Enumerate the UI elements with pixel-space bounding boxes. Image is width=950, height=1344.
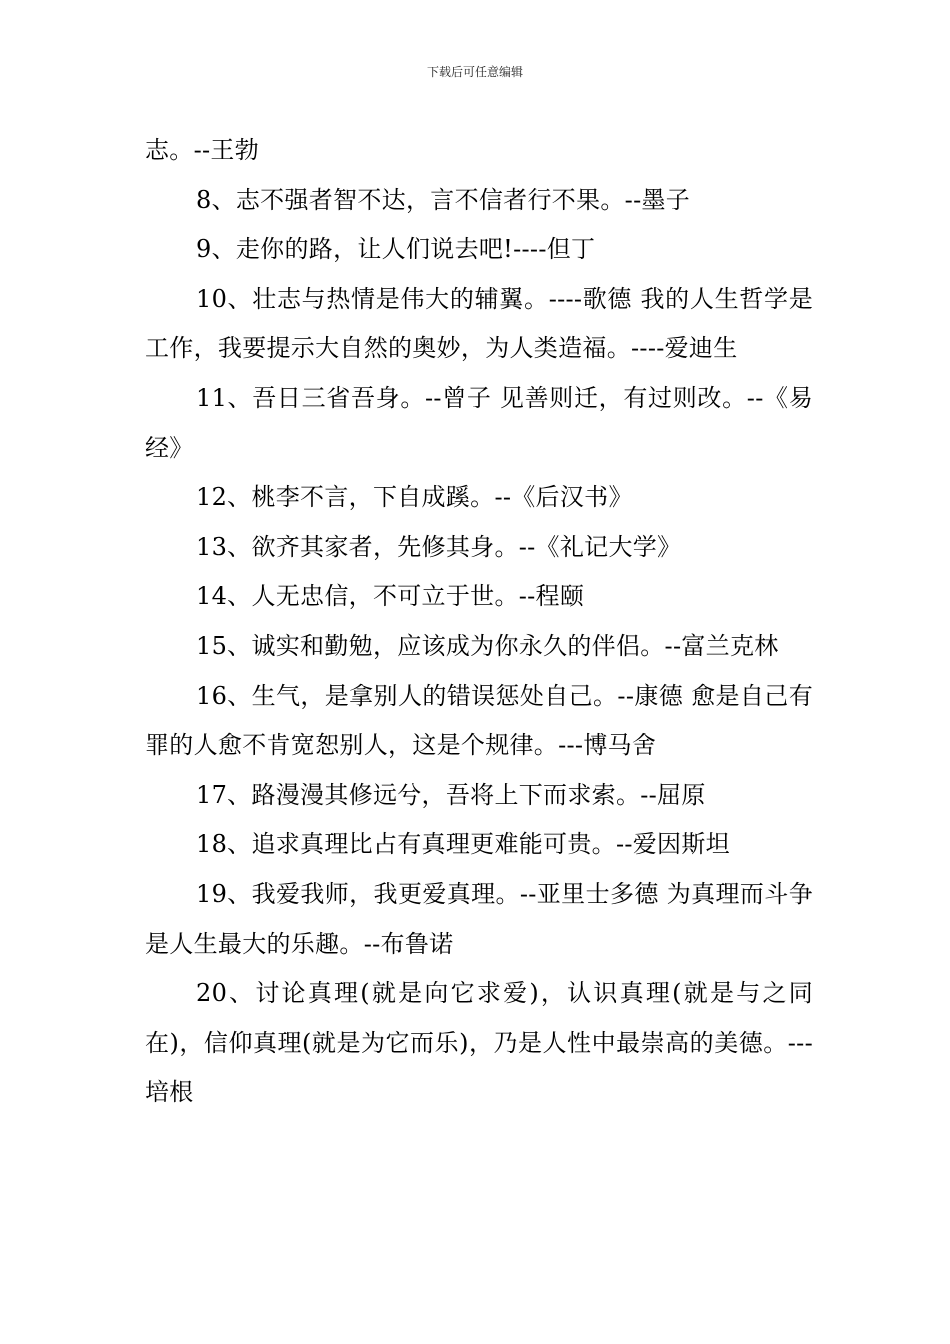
- paragraph: 志。--王勃: [145, 136, 260, 164]
- paragraph: 19、我爱我师，我更爱真理。--亚里士多德 为真理而斗争是人生最大的乐趣。--布鲁诺: [145, 879, 813, 958]
- paragraph: 18、追求真理比占有真理更难能可贵。--爱因斯坦: [196, 830, 730, 859]
- paragraph: 20、讨论真理(就是向它求爱)，认识真理(就是与之同在)，信仰真理(就是为它而乐)，乃是人性中最崇高的美德。---培根: [145, 979, 813, 1107]
- paragraph: 13、欲齐其家者，先修其身。--《礼记大学》: [196, 532, 682, 561]
- paragraph: 12、桃李不言，下自成蹊。--《后汉书》: [196, 483, 633, 512]
- page-header: 下载后可任意编辑: [426, 65, 523, 79]
- paragraph: 16、生气，是拿别人的错误惩处自己。--康德 愈是自己有罪的人愈不肯宽恕别人，这是个规律。---博马舍: [145, 681, 813, 760]
- paragraph: 8、志不强者智不达，言不信者行不果。--墨子: [196, 185, 691, 214]
- paragraph: 10、壮志与热情是伟大的辅翼。----歌德 我的人生哲学是工作，我要提示大自然的奥妙，为人类造福。----爱迪生: [145, 284, 813, 363]
- paragraph: 14、人无忠信，不可立于世。--程颐: [196, 582, 585, 611]
- paragraph: 15、诚实和勤勉，应该成为你永久的伴侣。--富兰克林: [196, 631, 779, 660]
- document-body: [145, 126, 813, 1118]
- paragraph: 11、吾日三省吾身。--曾子 见善则迁，有过则改。--《易经》: [145, 383, 813, 462]
- paragraph: 17、路漫漫其修远兮，吾将上下而求索。--屈原: [196, 780, 706, 809]
- paragraph: 9、走你的路，让人们说去吧!----但丁: [196, 235, 596, 264]
